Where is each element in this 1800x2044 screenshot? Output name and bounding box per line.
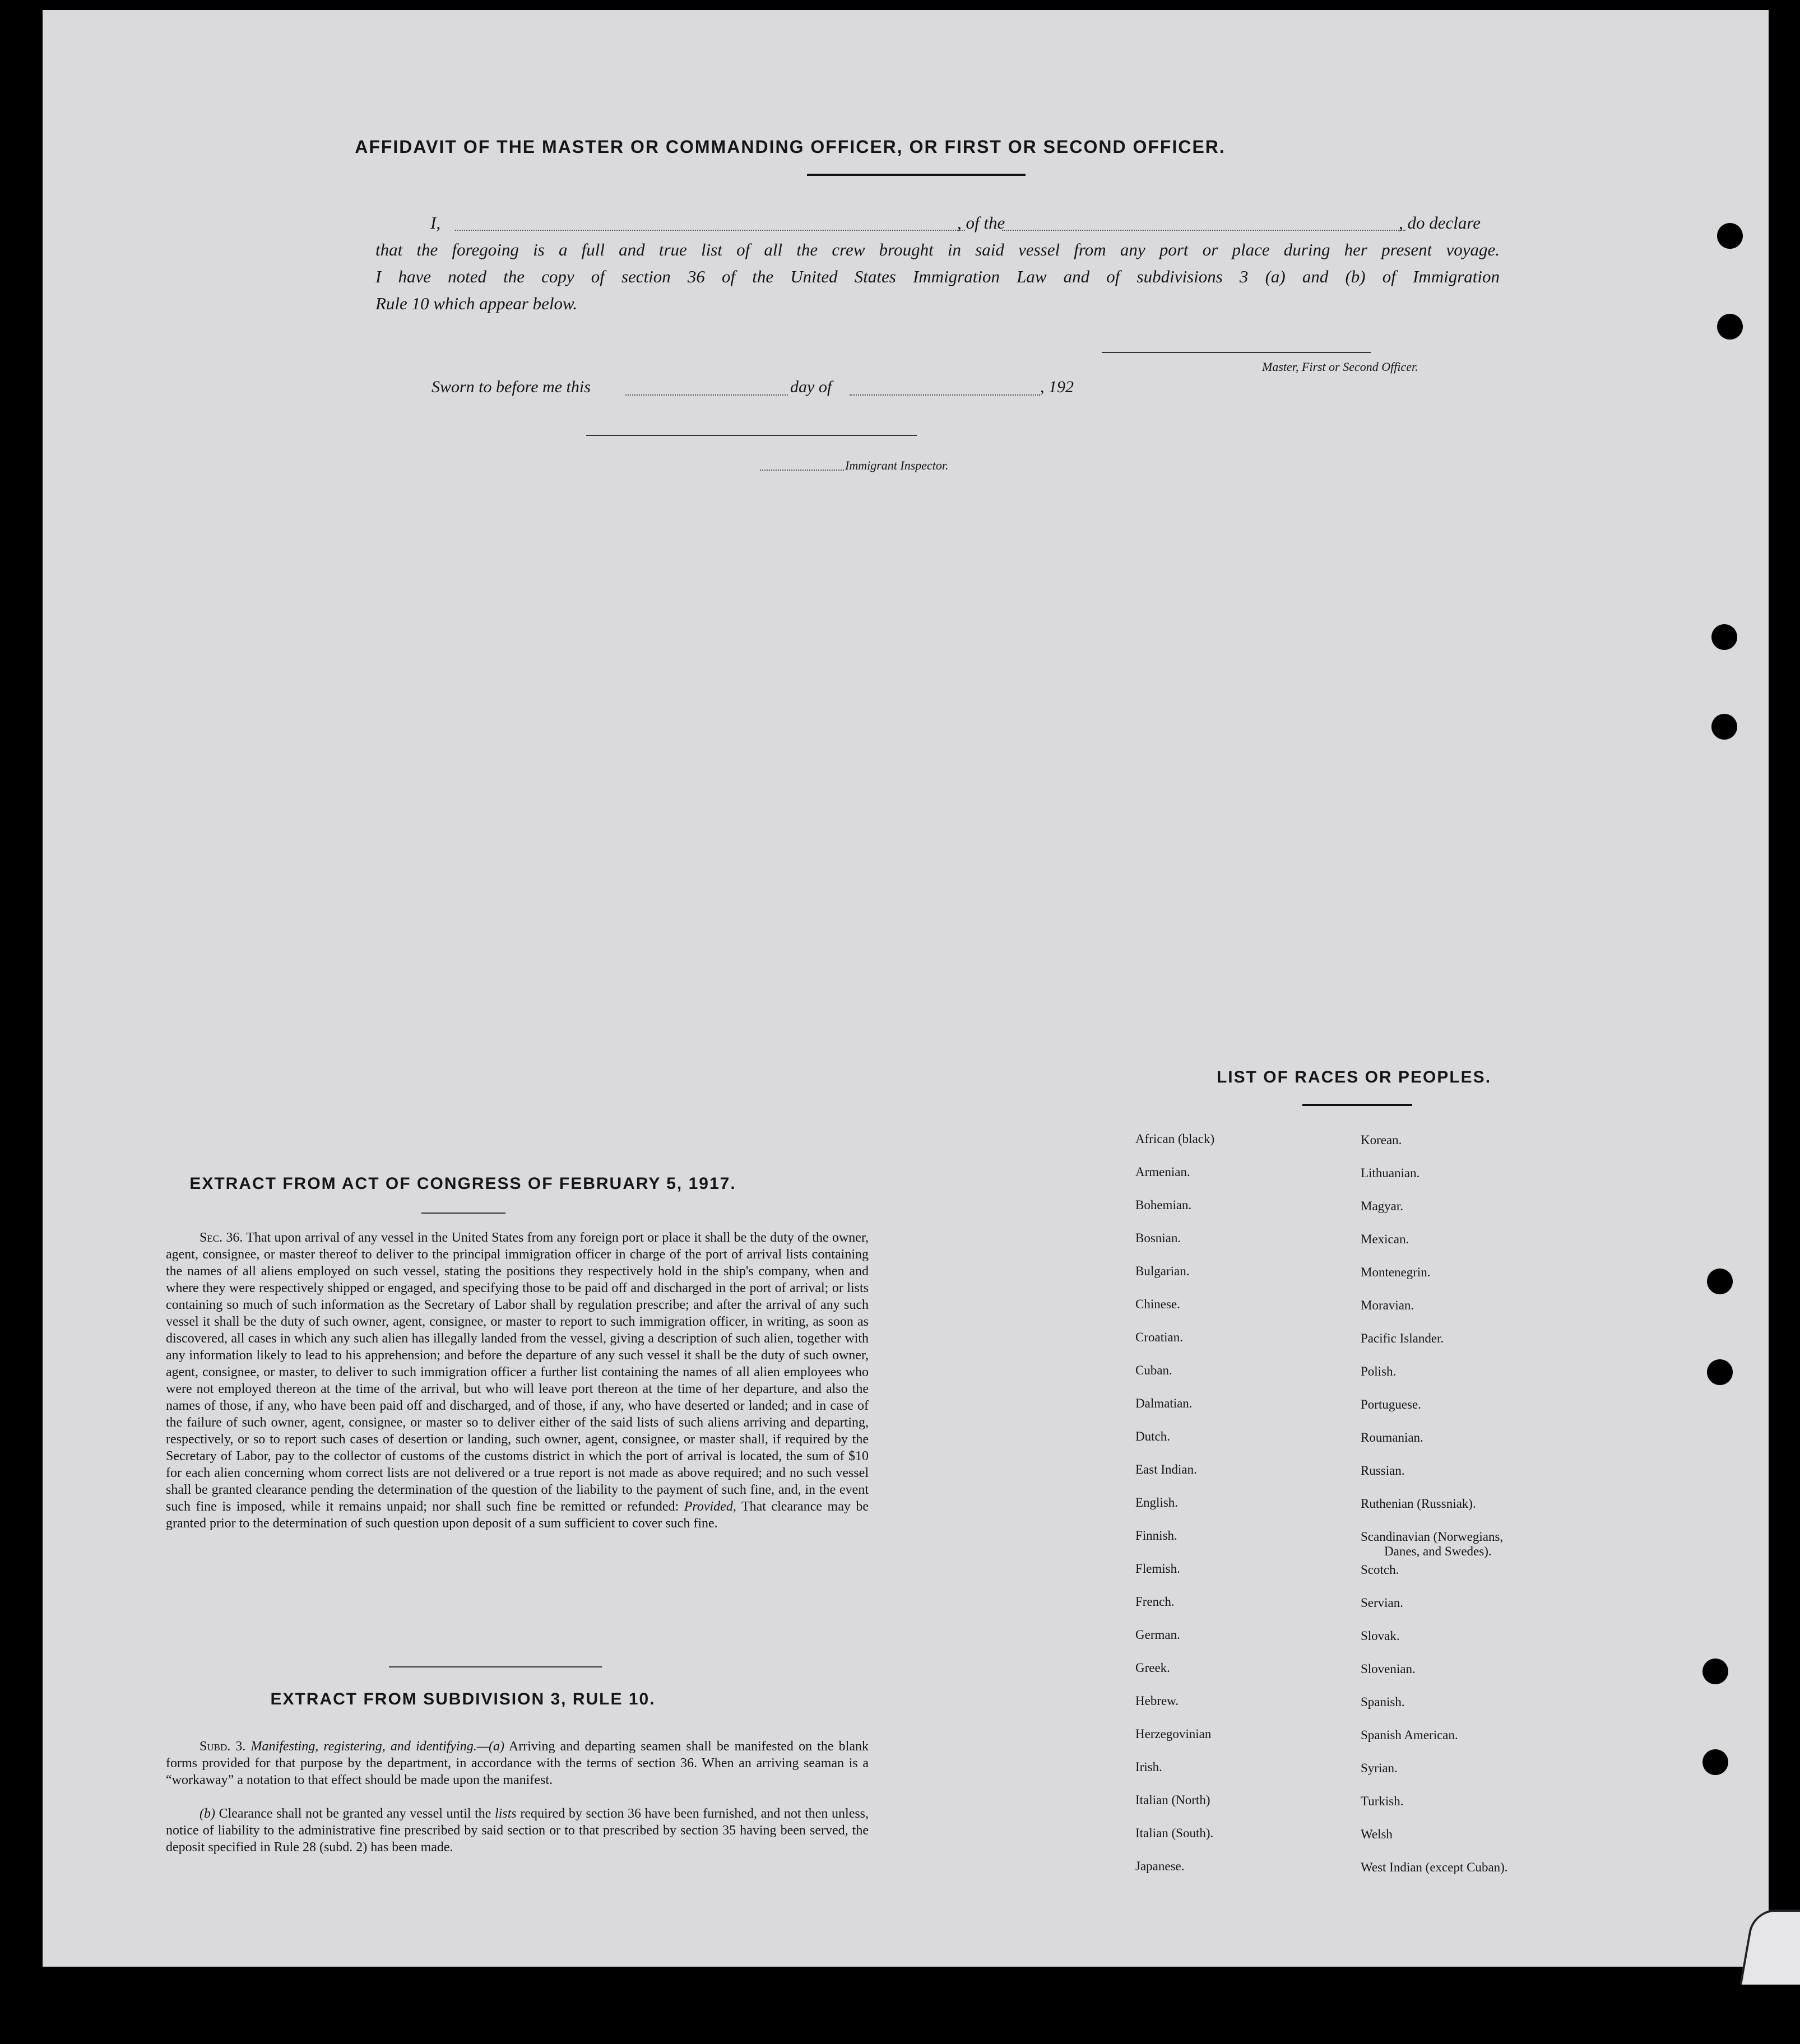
race-item: Montenegrin.: [1361, 1265, 1431, 1279]
sworn-month-blank: [850, 394, 1040, 396]
signature-line: [1102, 352, 1371, 353]
inspector-signature-line: [586, 435, 917, 436]
race-item: Irish.: [1135, 1760, 1162, 1774]
punch-hole: [1707, 1269, 1733, 1294]
act-title-rule: [421, 1213, 505, 1214]
race-item: Bosnian.: [1135, 1231, 1181, 1245]
race-item: Bohemian.: [1135, 1198, 1192, 1212]
race-item: Italian (North): [1135, 1793, 1210, 1807]
inspector-blank: [760, 470, 844, 471]
race-item-scandinavian-cont: Danes, and Swedes).: [1384, 1544, 1492, 1558]
vessel-blank: [1002, 230, 1405, 231]
punch-hole: [1711, 714, 1737, 740]
race-item: Greek.: [1135, 1661, 1170, 1675]
race-item: German.: [1135, 1628, 1180, 1642]
provided-word: Provided,: [684, 1499, 736, 1514]
punch-hole: [1702, 1659, 1728, 1684]
punch-hole: [1707, 1359, 1733, 1385]
race-item: Ruthenian (Russniak).: [1361, 1497, 1476, 1511]
race-item: English.: [1135, 1495, 1179, 1509]
race-item: Flemish.: [1135, 1562, 1180, 1576]
race-item: Chinese.: [1135, 1297, 1180, 1311]
sworn-day-of: day of: [790, 378, 832, 396]
subd-heading: Manifesting, registering, and identifying.—(a): [250, 1739, 505, 1754]
sworn-year: , 192: [1040, 378, 1074, 396]
race-item: Herzegovinian: [1135, 1727, 1212, 1741]
section-body: That upon arrival of any vessel in the United States from any foreign port or place it shall be the duty of the owner, agent, consignee, or master thereof to deliver to the principal immigration officer in charge of the port of arrival lists containing the names of all aliens employed on such vessel, stating the positions they respectively hold in the ship's company, when and where they were respectively shipped or engaged, and specifying those to be paid off and discharged in the port of arrival; or lists containing so much of such information as the Secretary of Labor shall by regulation prescribe; and after the arrival of any such vessel it shall be the duty of such owner, agent, consignee, or master to report to such immigration officer, in writing, as soon as discovered, all cases in which any such alien has illegally landed from the vessel, giving a description of such alien, together with any information likely to lead to his apprehension; and before the departure of any such vessel it shall be the duty of such owner, agent, consignee, or master, to deliver to such immigration officer a further list containing the names of all alien employees who were not employed thereon at the time of the arrival, but who will leave port thereon at the time of her departure, and also the names of those, if any, who have been paid off and discharged, and of those, if any, who have deserted or landed; and in case of the failure of such owner, agent, consignee, or master so to deliver either of the said lists of such aliens arriving and departing, respectively, or so to report such cases of desertion or landing, such owner, agent, consignee, or master shall, if required by the Secretary of Labor, pay to the collector of customs of the customs district in which the port of arrival is located, the sum of $10 for each alien concerning whom correct lists are not delivered or a true report is not made as above required; and no such vessel shall be granted clearance pending the determination of the question of the liability to the payment of such fine, and, in the event such fine is imposed, while it remains unpaid; nor shall such fine be remitted or refunded:: [166, 1230, 869, 1514]
race-item: Italian (South).: [1135, 1826, 1214, 1840]
race-item: Moravian.: [1361, 1298, 1414, 1312]
races-left-column: [1135, 1131, 1214, 1891]
rule-subd-b-text: [166, 1805, 869, 1856]
race-item: Polish.: [1361, 1364, 1397, 1378]
subd-b-text-2: required by section 36 have been furnished, and not then unless, notice of liability to the administrative fine prescribed by said section or to that prescribed by section 35 having been served, the deposit specified in Rule 28 (subd. 2) has been made.: [166, 1806, 869, 1855]
races-right-column: [1361, 1132, 1508, 1892]
race-item: [1361, 1529, 1508, 1562]
affidavit-line-2: that the foregoing is a full and true list of all the crew brought in said vessel from any port or place during her present voyage.: [375, 240, 1500, 259]
race-item: Armenian.: [1135, 1165, 1190, 1179]
inspector-label: Immigrant Inspector.: [845, 458, 949, 472]
act-extract-title: EXTRACT FROM ACT OF CONGRESS OF FEBRUARY 5, 1917.: [189, 1174, 736, 1193]
title-underline: [807, 174, 1026, 176]
race-item: Slovenian.: [1361, 1662, 1416, 1676]
race-item: East Indian.: [1135, 1462, 1197, 1476]
form-page: [43, 10, 1769, 1967]
race-item: Portuguese.: [1361, 1397, 1421, 1411]
race-item: Finnish.: [1135, 1529, 1177, 1543]
punch-hole: [1717, 314, 1743, 340]
affidavit-line-1: [430, 213, 440, 233]
races-title: LIST OF RACES OR PEOPLES.: [1216, 1068, 1492, 1086]
race-item: Bulgarian.: [1135, 1264, 1190, 1278]
subd-b-label: (b): [200, 1806, 215, 1821]
section-body-end: That clearance may be granted prior to the determination of such question upon deposit of a sum sufficient to cover such fine.: [166, 1499, 869, 1531]
act-bottom-rule: [389, 1666, 602, 1667]
race-item: Mexican.: [1361, 1232, 1409, 1246]
race-item: Spanish.: [1361, 1695, 1405, 1709]
race-item-scandinavian: Scandinavian (Norwegians,: [1361, 1530, 1504, 1544]
race-item: Cuban.: [1135, 1363, 1172, 1377]
do-declare-text: , do declare: [1399, 213, 1481, 233]
signature-label: Master, First or Second Officer.: [1262, 360, 1418, 374]
subd-label: Subd. 3.: [200, 1739, 246, 1754]
races-title-rule: [1302, 1104, 1412, 1106]
race-item: Japanese.: [1135, 1859, 1185, 1873]
race-item: French.: [1135, 1595, 1175, 1609]
sworn-day-blank: [625, 394, 788, 396]
race-item: Dutch.: [1135, 1429, 1170, 1443]
section-label: Sec. 36.: [200, 1230, 243, 1245]
race-item: Russian.: [1361, 1464, 1405, 1478]
race-item: Syrian.: [1361, 1761, 1398, 1775]
punch-hole: [1717, 223, 1743, 249]
sworn-prefix: Sworn to before me this: [432, 378, 591, 396]
affidavit-title: AFFIDAVIT OF THE MASTER OR COMMANDING OFFICER, OR FIRST OR SECOND OFFICER.: [355, 137, 1226, 157]
race-item: Magyar.: [1361, 1199, 1404, 1213]
subd-b-lists: lists: [495, 1806, 517, 1821]
race-item: Dalmatian.: [1135, 1396, 1193, 1410]
race-item: Pacific Islander.: [1361, 1331, 1444, 1345]
race-item: Roumanian.: [1361, 1430, 1423, 1444]
race-item: African (black): [1135, 1132, 1215, 1146]
folded-corner: [1739, 1910, 1800, 1985]
race-item: Hebrew.: [1135, 1694, 1179, 1708]
race-item: Lithuanian.: [1361, 1166, 1420, 1180]
name-blank: [455, 230, 965, 231]
affidavit-line-3: I have noted the copy of section 36 of the United States Immigration Law and of subdivisions 3 (a) and (b) of Immigration: [375, 267, 1500, 286]
affidavit-line-4: Rule 10 which appear below.: [375, 294, 578, 313]
act-section-36-text: [166, 1229, 869, 1532]
rule-subd-3-text: [166, 1738, 869, 1789]
race-item: Slovak.: [1361, 1629, 1400, 1643]
race-item: Korean.: [1361, 1133, 1402, 1147]
of-the-text: , of the: [957, 213, 1005, 233]
race-item: West Indian (except Cuban).: [1361, 1860, 1508, 1874]
race-item: Croatian.: [1135, 1330, 1183, 1344]
punch-hole: [1702, 1749, 1728, 1775]
race-item: Spanish American.: [1361, 1728, 1458, 1742]
subd-b-text-1: Clearance shall not be granted any vessel until the: [219, 1806, 491, 1821]
subd-a-text: Arriving and departing seamen shall be manifested on the blank forms provided for that purpose by the department, in accordance with the terms of section 36. When an arriving seaman is a “workaway” a notation to that effect should be made upon the manifest.: [166, 1739, 869, 1787]
affidavit-i: I,: [430, 213, 441, 233]
race-item: Turkish.: [1361, 1794, 1404, 1808]
rule-extract-title: EXTRACT FROM SUBDIVISION 3, RULE 10.: [270, 1690, 656, 1708]
punch-hole: [1711, 624, 1737, 650]
race-item: Scotch.: [1361, 1563, 1399, 1577]
race-item: Welsh: [1361, 1827, 1393, 1841]
race-item: Servian.: [1361, 1596, 1404, 1610]
